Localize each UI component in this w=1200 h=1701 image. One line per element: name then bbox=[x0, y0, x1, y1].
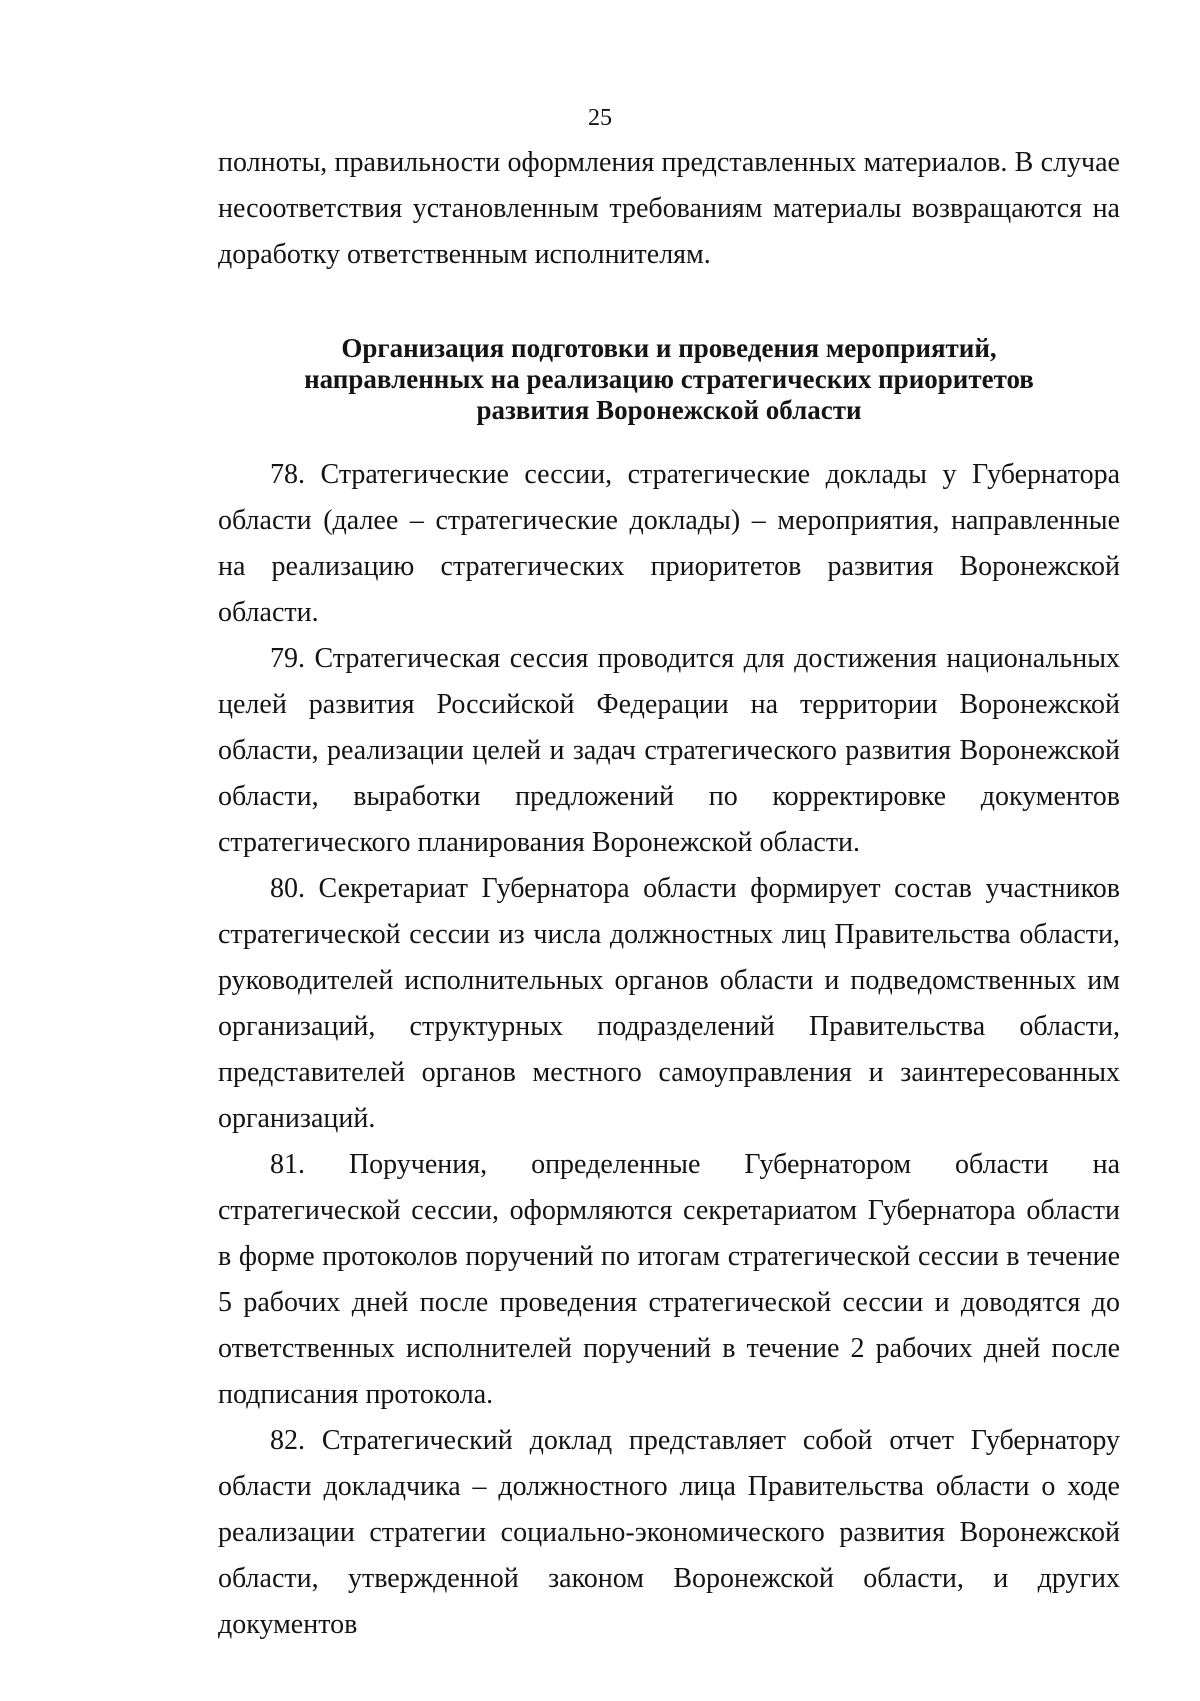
intro-paragraph: полноты, правильности оформления представленных материалов. В случае несоответствия установленным требованиям материалы возвращаются на доработку ответственным исполнителям. bbox=[218, 147, 1120, 270]
section-heading-line: Организация подготовки и проведения мероприятий, bbox=[341, 333, 997, 363]
section-heading bbox=[218, 333, 1120, 426]
item-81: 81. Поручения, определенные Губернатором области на стратегической сессии, оформляются секретариатом Губернатора области в форме протоколов поручений по итогам стратегической сессии в течение 5 рабочих дней после проведения стратегической сессии и доводятся до ответственных исполнителей поручений в течение 2 рабочих дней после подписания протокола. bbox=[218, 1149, 1120, 1410]
page-number: 25 bbox=[588, 105, 612, 131]
section-heading-line: направленных на реализацию стратегических приоритетов bbox=[304, 364, 1034, 394]
section-heading-line: развития Воронежской области bbox=[476, 395, 862, 425]
item-82: 82. Стратегический доклад представляет собой отчет Губернатору области докладчика – должностного лица Правительства области о ходе реализации стратегии социально-экономического развития Воронежской области, утвержденной законом Воронежской области, и других документов bbox=[218, 1425, 1120, 1640]
item-78: 78. Стратегические сессии, стратегические доклады у Губернатора области (далее – стратегические доклады) – мероприятия, направленные на реализацию стратегических приоритетов развития Воронежской области. bbox=[218, 459, 1120, 628]
numbered-items bbox=[218, 452, 1120, 1648]
item-80: 80. Секретариат Губернатора области формирует состав участников стратегической сессии из числа должностных лиц Правительства области, руководителей исполнительных органов области и подведомственных им организаций, структурных подразделений Правительства области, представителей органов местного самоуправления и заинтересованных организаций. bbox=[218, 873, 1120, 1134]
item-79: 79. Стратегическая сессия проводится для достижения национальных целей развития Российской Федерации на территории Воронежской области, реализации целей и задач стратегического развития Воронежской области, выработки предложений по корректировке документов стратегического планирования Воронежской области. bbox=[218, 643, 1120, 858]
